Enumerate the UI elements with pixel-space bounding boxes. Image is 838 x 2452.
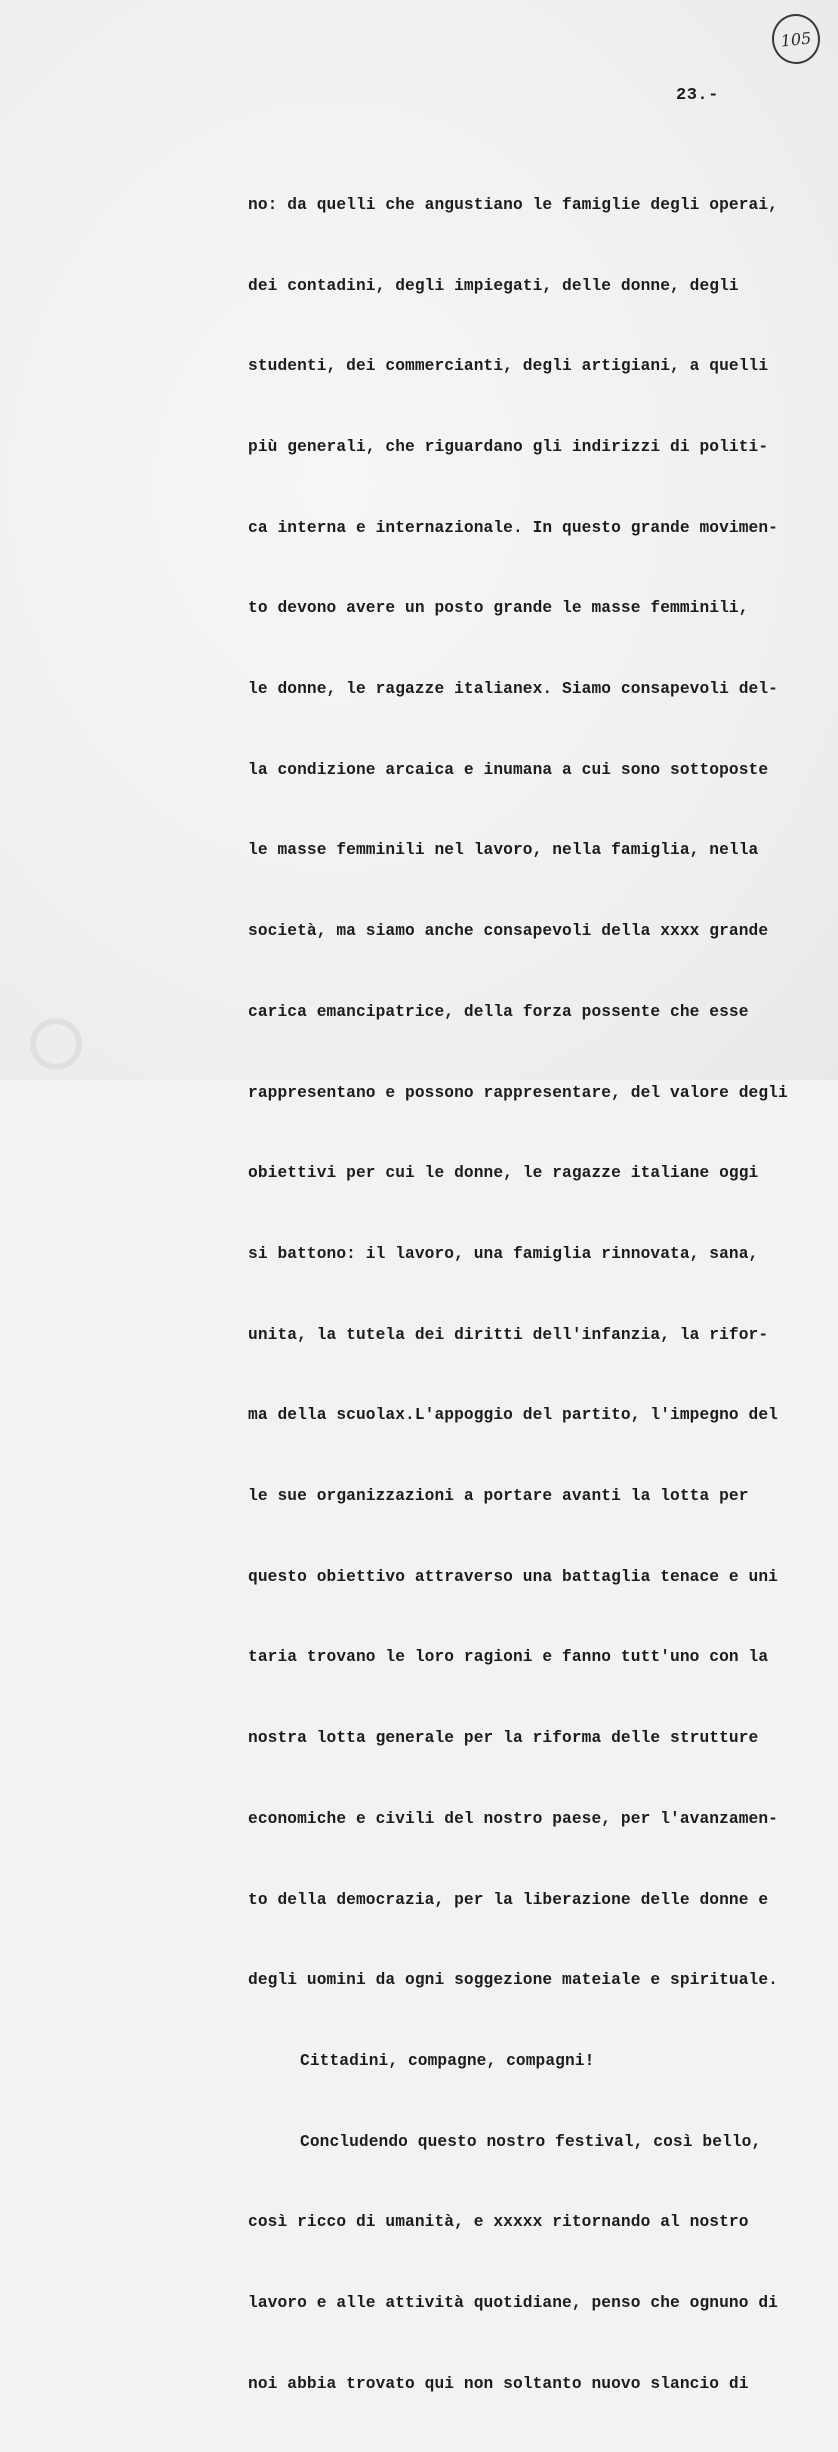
text-line: noi abbia trovato qui non soltanto nuovo slancio di (248, 2374, 749, 2393)
text-line: ca interna e internazionale. In questo grande movimen- (248, 518, 778, 537)
text-line: società, ma siamo anche consapevoli della xxxx grande (248, 922, 769, 941)
text-line: obiettivi per cui le donne, le ragazze italiane oggi (248, 1164, 759, 1183)
text-line: studenti, dei commercianti, degli artigiani, a quelli (248, 357, 769, 376)
text-line: le donne, le ragazze italianex. Siamo consapevoli del- (248, 680, 778, 699)
text-line: nostra lotta generale per la riforma delle strutture (248, 1729, 759, 1748)
typed-body-text (248, 138, 808, 2452)
text-line: degli uomini da ogni soggezione mateiale e spirituale. (248, 1971, 778, 1990)
text-line: to devono avere un posto grande le masse femminili, (248, 599, 749, 618)
text-line: no: da quelli che angustiano le famiglie degli operai, (248, 195, 778, 214)
text-line: Concludendo questo nostro festival, così bello, (300, 2132, 762, 2151)
text-line: le masse femminili nel lavoro, nella famiglia, nella (248, 841, 759, 860)
text-line: ma della scuolax.L'appoggio del partito, l'impegno del (248, 1406, 778, 1425)
salutation-line: Cittadini, compagne, compagni! (300, 2051, 595, 2070)
text-line: lavoro e alle attività quotidiane, penso che ognuno di (248, 2294, 778, 2313)
text-line: si battono: il lavoro, una famiglia rinnovata, sana, (248, 1244, 759, 1263)
text-line: to della democrazia, per la liberazione delle donne e (248, 1890, 769, 1909)
page-number: 23.- (676, 86, 719, 105)
text-line: così ricco di umanità, e xxxxx ritornando al nostro (248, 2213, 749, 2232)
text-line: carica emancipatrice, della forza possente che esse (248, 1002, 749, 1021)
text-line: economiche e civili del nostro paese, per l'avanzamen- (248, 1809, 778, 1828)
text-line: rappresentano e possono rappresentare, del valore degli (248, 1083, 788, 1102)
archive-stamp: 105 (770, 12, 823, 67)
text-line: la condizione arcaica e inumana a cui sono sottoposte (248, 760, 769, 779)
text-line: unita, la tutela dei diritti dell'infanzia, la rifor- (248, 1325, 769, 1344)
text-line: taria trovano le loro ragioni e fanno tutt'uno con la (248, 1648, 769, 1667)
text-line: questo obiettivo attraverso una battaglia tenace e uni (248, 1567, 778, 1586)
text-line: più generali, che riguardano gli indirizzi di politi- (248, 437, 769, 456)
text-line: dei contadini, degli impiegati, delle donne, degli (248, 276, 739, 295)
corner-watermark-shape (30, 1018, 82, 1070)
text-line: le sue organizzazioni a portare avanti la lotta per (248, 1487, 749, 1506)
